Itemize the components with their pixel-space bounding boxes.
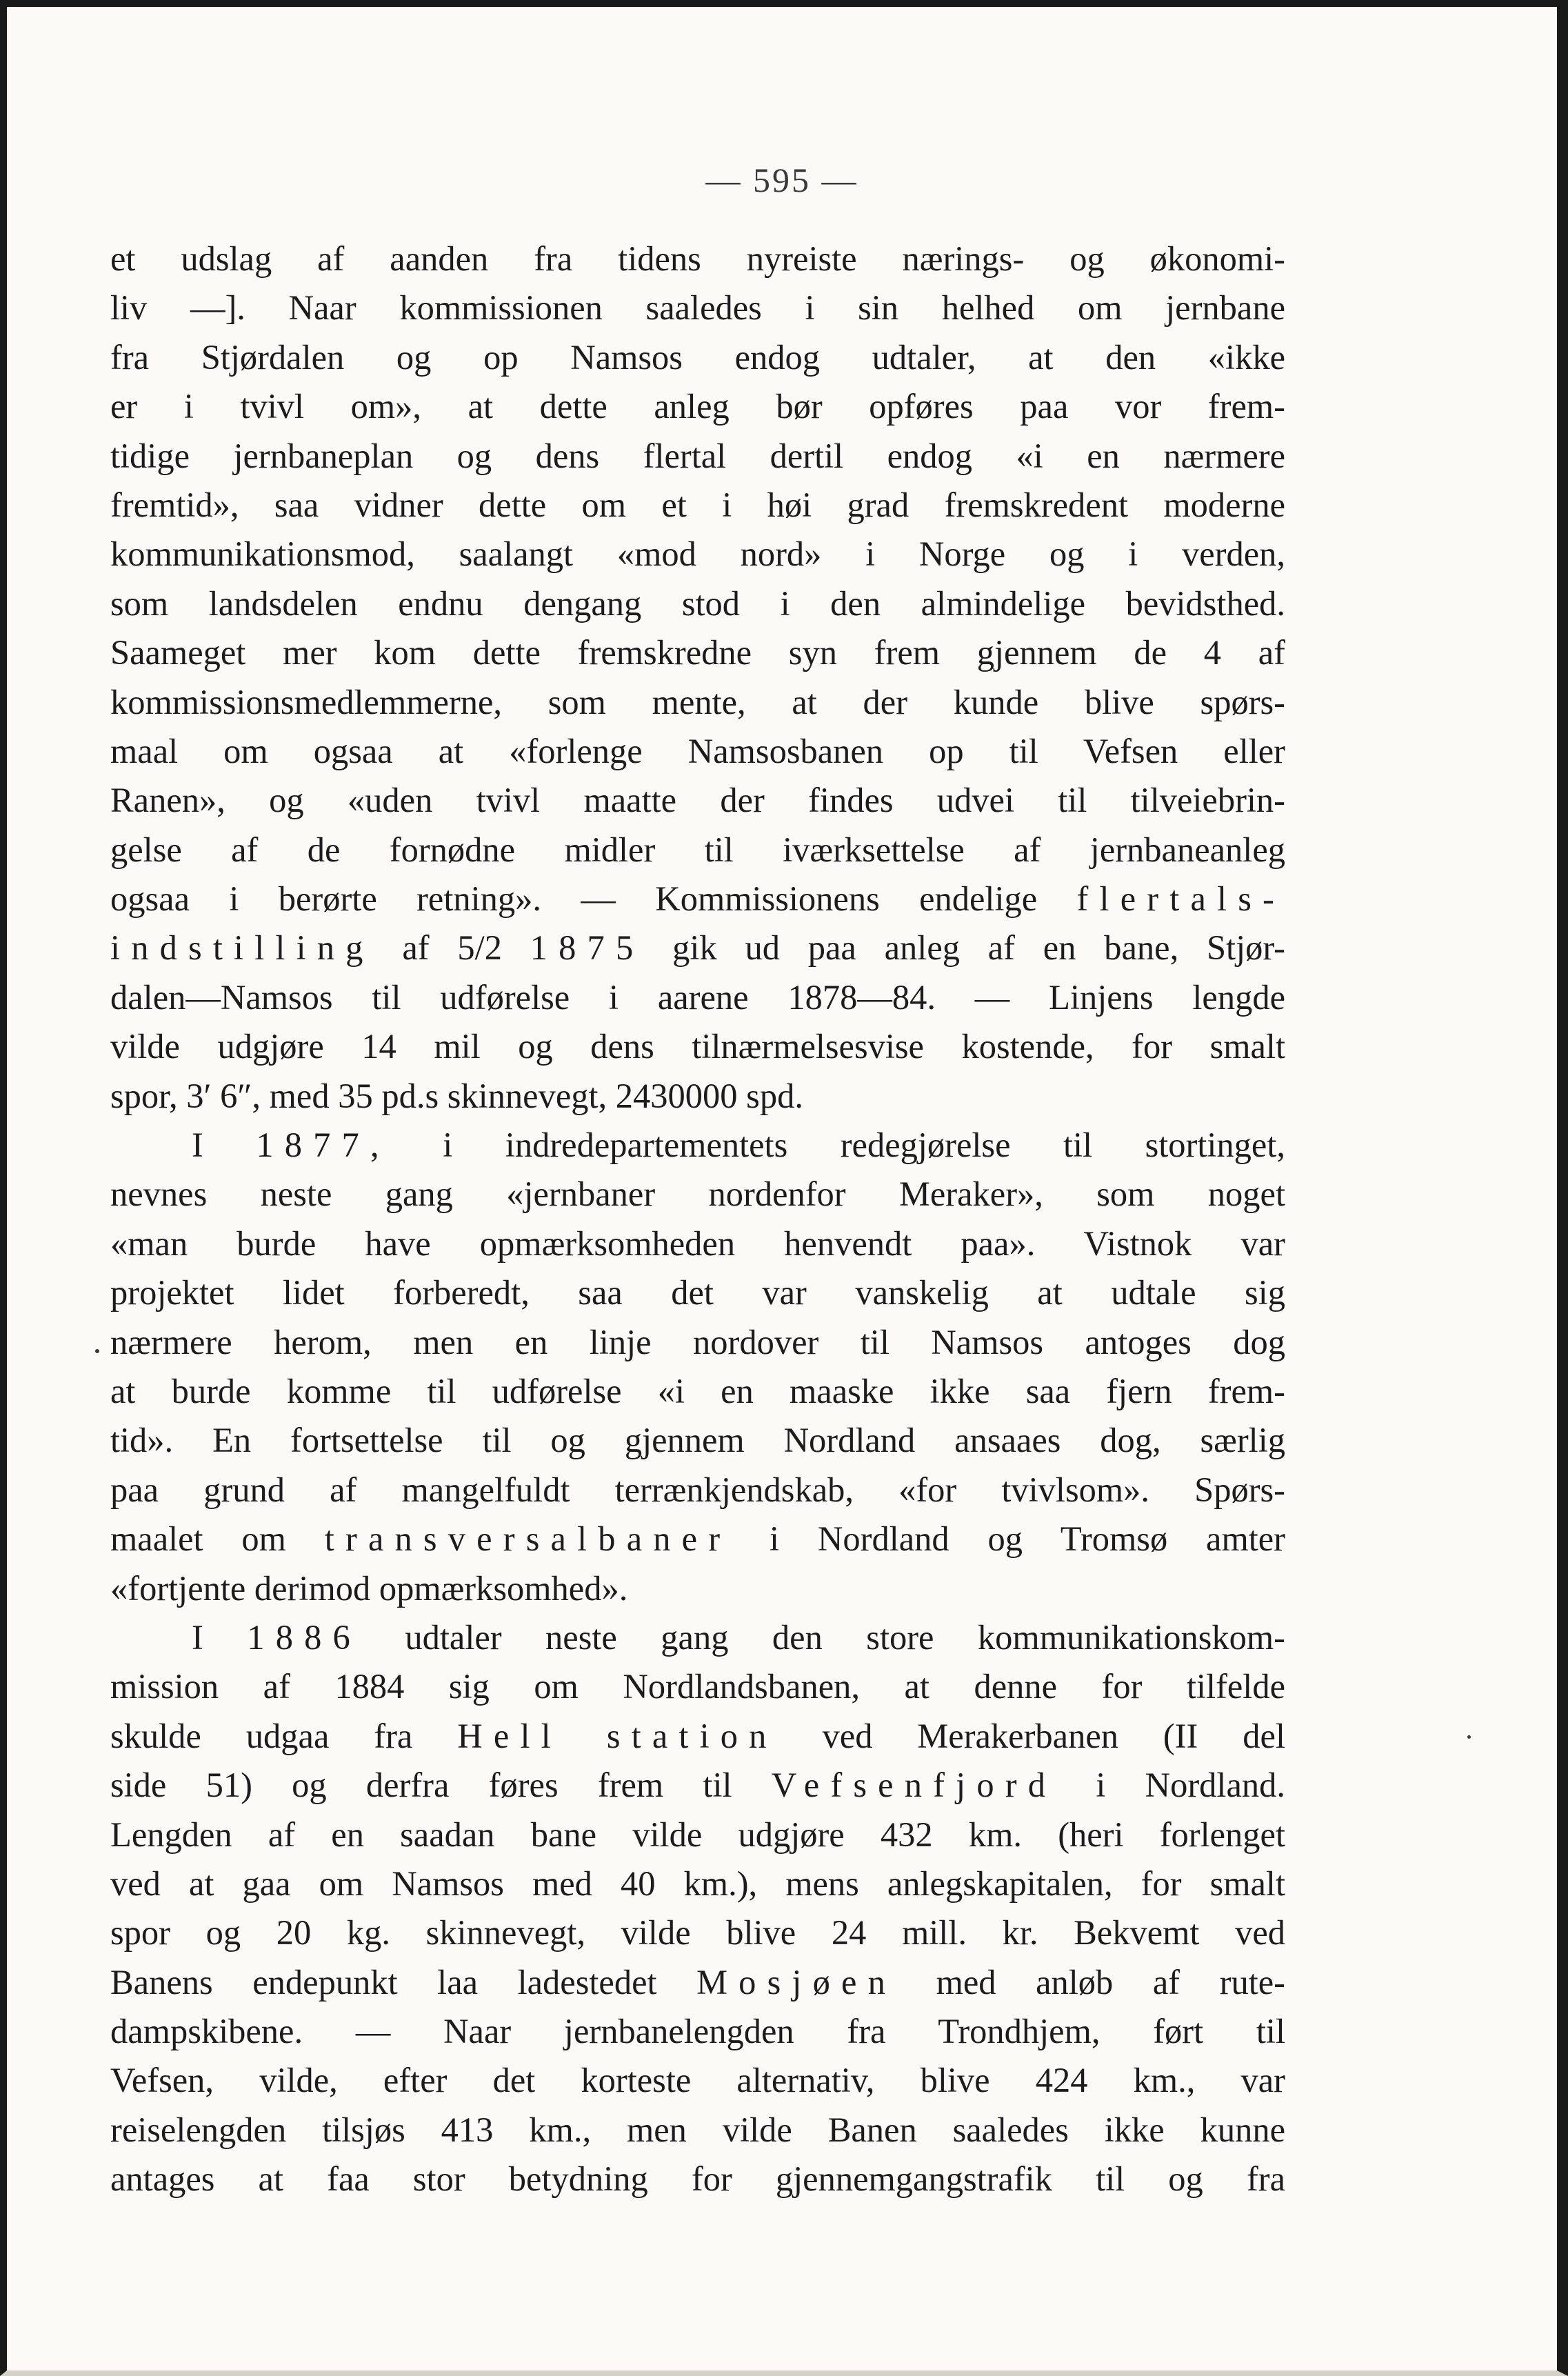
text-line: et udslag af aanden fra tidens nyreiste nærings- og økonomi- (110, 239, 1285, 278)
text-line: paa grund af mangelfuldt terrænkjendskab, «for tvivlsom». Spørs- (110, 1470, 1285, 1509)
text-line: fremtid», saa vidner dette om et i høi grad fremskredent moderne (110, 485, 1285, 524)
text-line: tid». En fortsettelse til og gjennem Nordland ansaaes dog, særlig (110, 1421, 1285, 1460)
text-line: at burde komme til udførelse «i en maaske ikke saa fjern frem- (110, 1371, 1285, 1410)
text-line: som landsdelen endnu dengang stod i den almindelige bevidsthed. (110, 583, 1285, 623)
text-line: gelse af de fornødne midler til iværksettelse af jernbaneanleg (110, 830, 1285, 869)
text-line: liv —]. Naar kommissionen saaledes i sin helhed om jernbane (110, 288, 1285, 328)
text-line: spor og 20 kg. skinnevegt, vilde blive 24 mill. kr. Bekvemt ved (110, 1913, 1285, 1953)
spaced-emphasis: Vefsenfjord (771, 1766, 1057, 1805)
spaced-emphasis: indstilling (110, 928, 374, 968)
text-line: fra Stjørdalen og op Namsos endog udtaler, at den «ikke (110, 337, 1285, 377)
paragraph-3 (110, 1613, 1285, 2204)
scan-speck (95, 1349, 99, 1353)
text-line: er i tvivl om», at dette anleg bør opføres paa vor frem- (110, 387, 1285, 426)
text-line: reiselengden tilsjøs 413 km., men vilde Banen saaledes ikke kunne (110, 2110, 1285, 2149)
spaced-emphasis: flertals- (1076, 879, 1285, 919)
text-line: Ranen», og «uden tvivl maatte der findes udvei til tilveiebrin- (110, 781, 1285, 820)
text-line: Saameget mer kom dette fremskredne syn frem gjennem de 4 af (110, 633, 1285, 672)
text-line: nærmere herom, men en linje nordover til Namsos antoges dog (110, 1322, 1285, 1361)
text-line: vilde udgjøre 14 mil og dens tilnærmelsesvise kostende, for smalt (110, 1027, 1285, 1066)
text-line: I 1886 udtaler neste gang den store kommunikationskom- (192, 1617, 1285, 1657)
text-line: dampskibene. — Naar jernbanelengden fra Trondhjem, ført til (110, 2012, 1285, 2051)
body-text (110, 234, 1285, 2204)
scan-speck (1467, 1735, 1471, 1739)
spaced-emphasis: 1886 (247, 1617, 361, 1657)
text-line: skulde udgaa fra Hell station ved Merakerbanen (II del (110, 1716, 1285, 1755)
spaced-emphasis: transversalbaner (324, 1519, 732, 1559)
text-line: indstilling af 5/2 1875 gik ud paa anleg af en bane, Stjør- (110, 928, 1285, 968)
text-line: maal om ogsaa at «forlenge Namsosbanen op til Vefsen eller (110, 731, 1285, 770)
text-line: maalet om transversalbaner i Nordland og Tromsø amter (110, 1519, 1285, 1559)
text-line: projektet lidet forberedt, saa det var vanskelig at udtale sig (110, 1273, 1285, 1312)
text-line: dalen—Namsos til udførelse i aarene 1878—84. — Linjens lengde (110, 977, 1285, 1017)
spaced-emphasis: Mosjøen (696, 1962, 896, 2001)
page-number: — 595 — (705, 161, 858, 199)
text-line: side 51) og derfra føres frem til Vefsenfjord i Nordland. (110, 1766, 1285, 1805)
text-line: Lengden af en saadan bane vilde udgjøre 432 km. (heri forlenget (110, 1815, 1285, 1854)
text-line: «fortjente derimod opmærksomhed». (110, 1568, 628, 1608)
text-line: «man burde have opmærksomheden henvendt paa». Vistnok var (110, 1224, 1285, 1263)
text-line: kommissionsmedlemmerne, som mente, at der kunde blive spørs- (110, 682, 1285, 721)
text-line: Vefsen, vilde, efter det korteste alternativ, blive 424 km., var (110, 2061, 1285, 2100)
text-line: spor, 3′ 6″, med 35 pd.s skinnevegt, 2430000 spd. (110, 1076, 803, 1115)
text-line: mission af 1884 sig om Nordlandsbanen, at denne for tilfelde (110, 1667, 1285, 1706)
spaced-emphasis: 1875 (530, 928, 645, 968)
text-line: Banens endepunkt laa ladestedet Mosjøen med anløb af rute- (110, 1962, 1285, 2001)
text-line: ogsaa i berørte retning». — Kommissionens endelige flertals- (110, 879, 1285, 919)
spaced-emphasis: station (606, 1716, 778, 1755)
paragraph-1 (110, 234, 1285, 1121)
spaced-emphasis: 1877, (256, 1126, 390, 1165)
text-line: tidige jernbaneplan og dens flertal dertil endog «i en nærmere (110, 436, 1285, 475)
text-line: kommunikationsmod, saalangt «mod nord» i Norge og i verden, (110, 535, 1285, 574)
text-line: antages at faa stor betydning for gjennemgangstrafik til og fra (110, 2159, 1285, 2199)
text-line: I 1877, i indredepartementets redegjørelse til stortinget, (192, 1126, 1285, 1165)
text-line: ved at gaa om Namsos med 40 km.), mens anlegskapitalen, for smalt (110, 1864, 1285, 1903)
text-line: nevnes neste gang «jernbaner nordenfor Meraker», som noget (110, 1175, 1285, 1214)
paragraph-2 (110, 1121, 1285, 1613)
spaced-emphasis: Hell (457, 1716, 562, 1755)
